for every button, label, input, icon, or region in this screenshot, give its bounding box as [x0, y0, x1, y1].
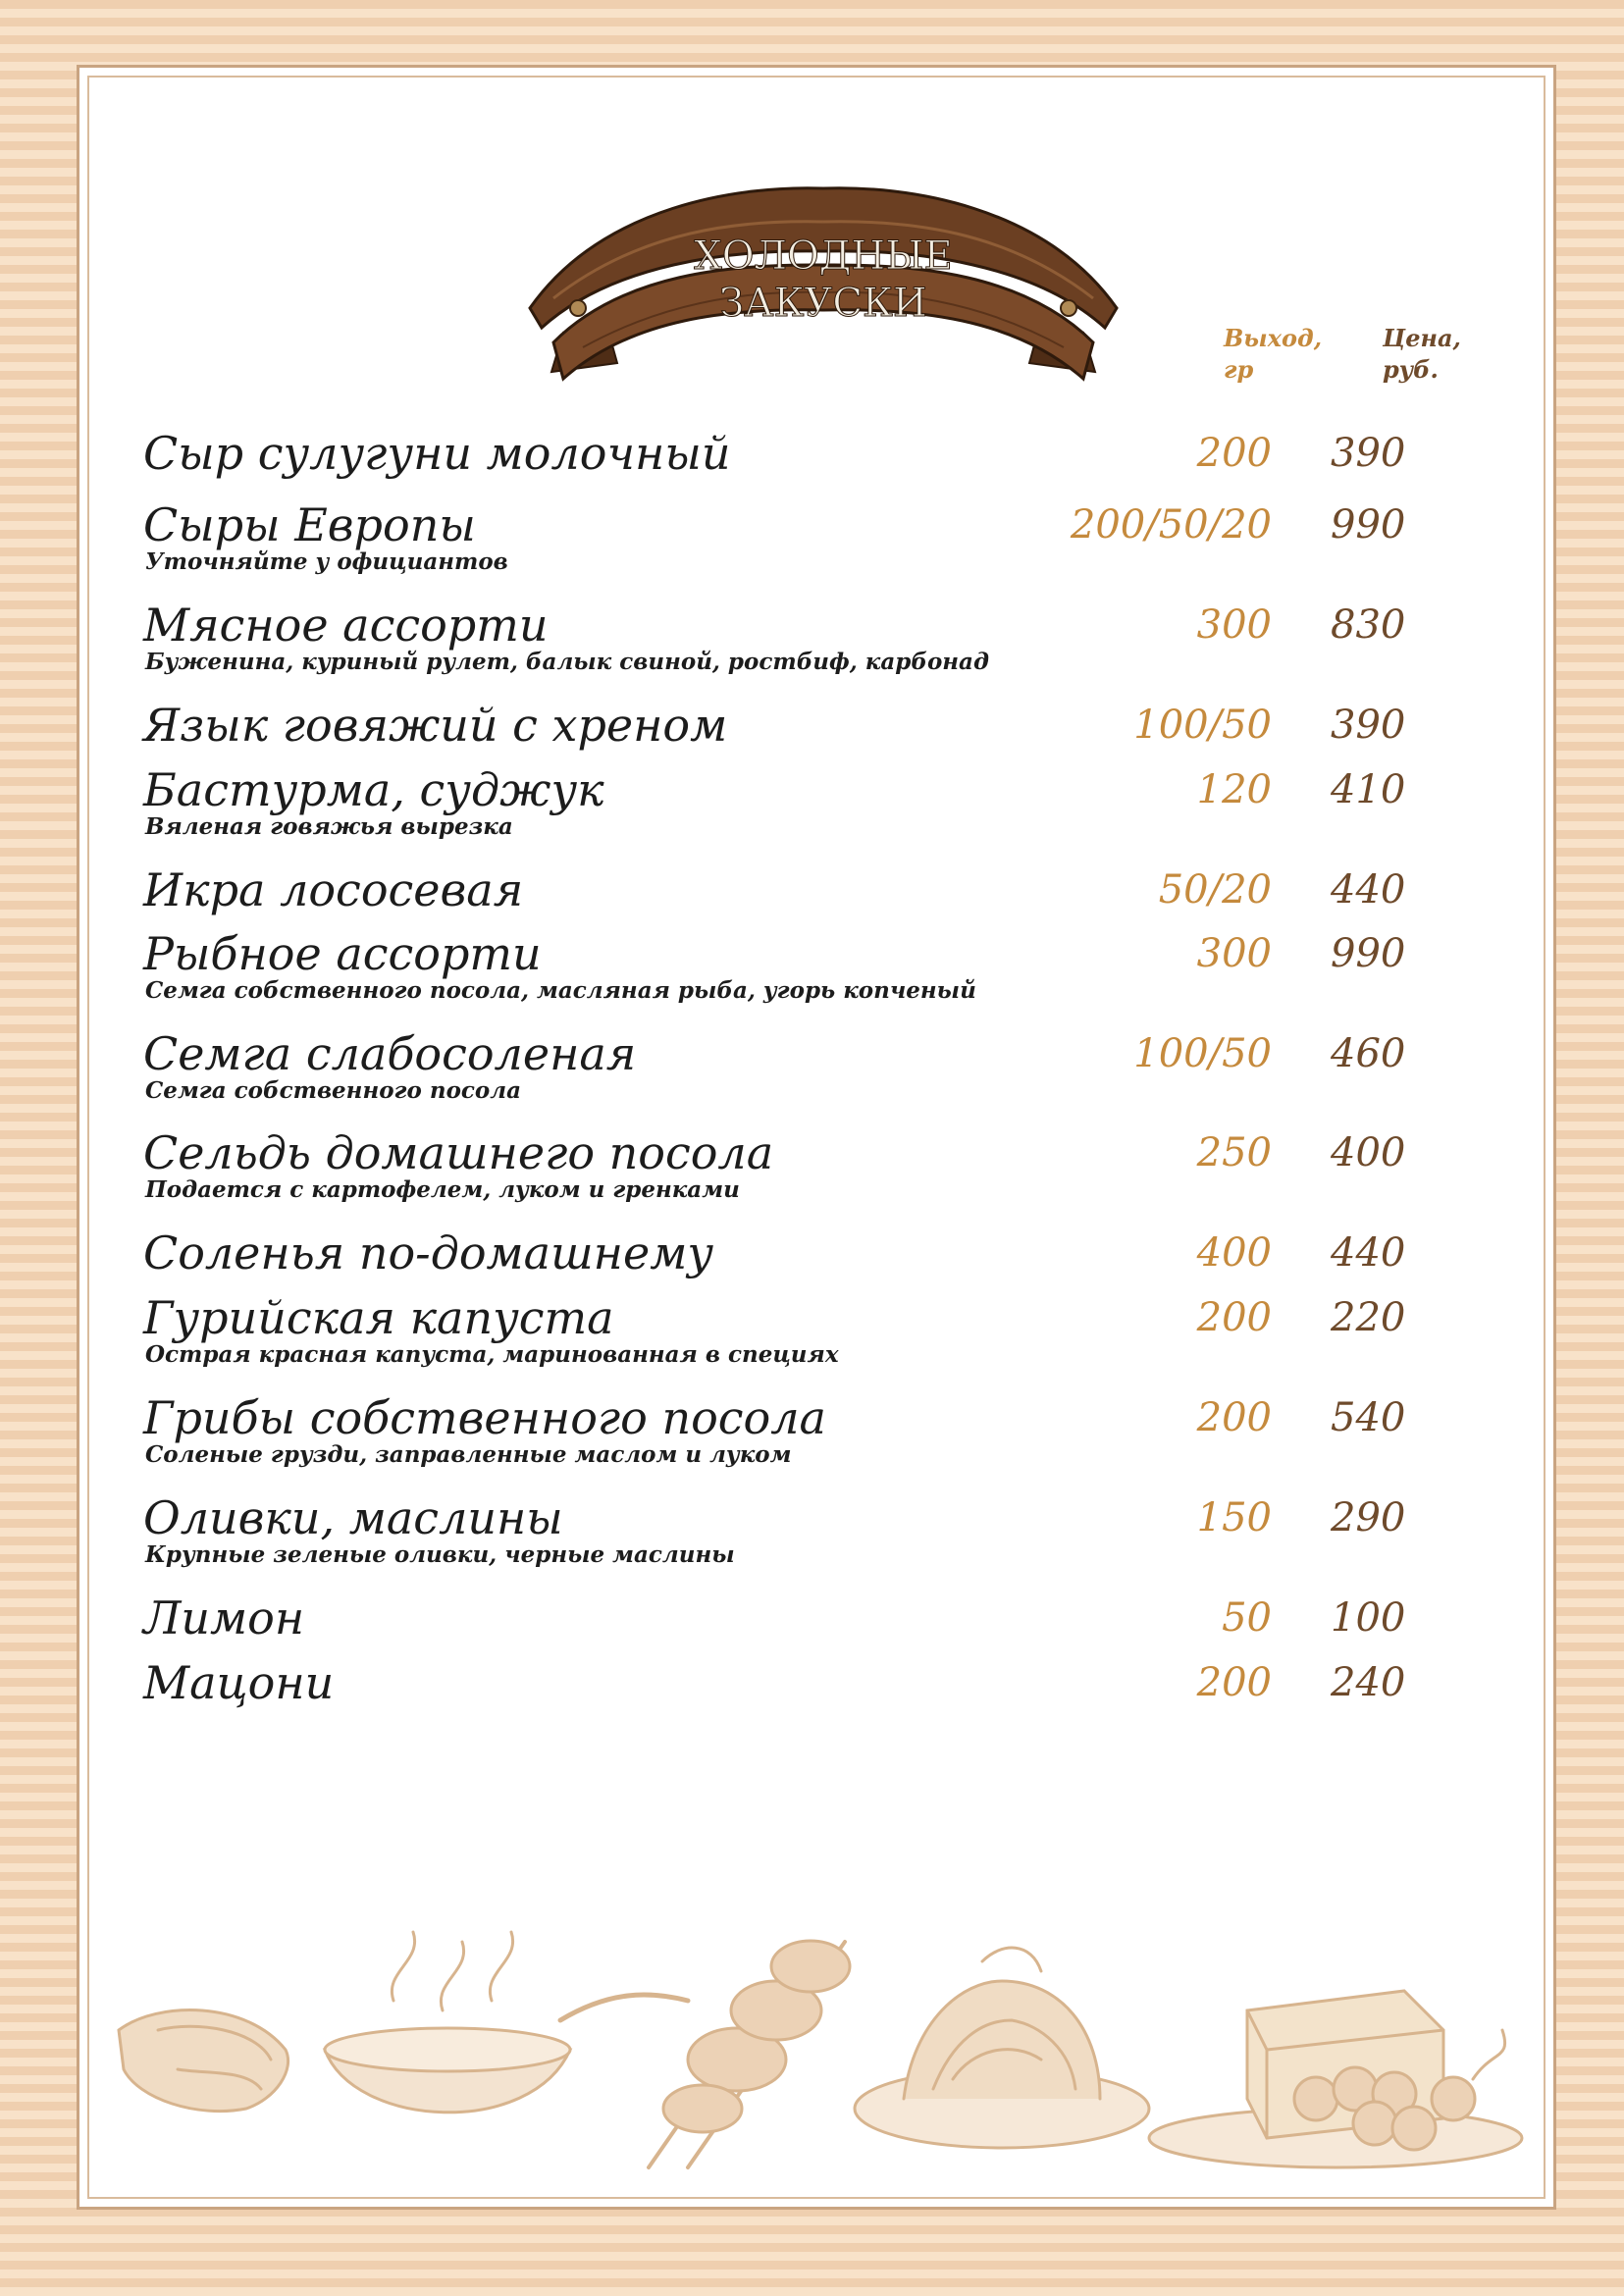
- item-description: Соленые грузди, заправленные маслом и луком: [145, 1441, 792, 1468]
- column-header-price: [1383, 323, 1491, 386]
- item-name: Сельдь домашнего посола: [143, 1126, 774, 1179]
- item-weight: 200: [1196, 1295, 1272, 1340]
- item-weight: 200: [1196, 1660, 1272, 1705]
- item-price: 460: [1331, 1031, 1406, 1076]
- item-price: 440: [1331, 1230, 1406, 1276]
- item-name: Оливки, маслины: [143, 1491, 563, 1544]
- item-price: 220: [1331, 1295, 1406, 1340]
- column-header-weight: [1224, 323, 1341, 386]
- item-price: 540: [1331, 1395, 1406, 1440]
- item-price: 990: [1331, 931, 1406, 976]
- item-weight: 50: [1222, 1595, 1272, 1641]
- item-name: Икра лососевая: [143, 863, 524, 916]
- sign-title-line2: ЗАКУСКИ: [719, 281, 927, 326]
- item-price: 400: [1331, 1130, 1406, 1175]
- food-sketch-illustration: [99, 1903, 1534, 2197]
- item-weight: 400: [1196, 1230, 1272, 1276]
- item-name: Гурийская капуста: [143, 1291, 614, 1344]
- item-price: 100: [1331, 1595, 1406, 1641]
- item-name: Язык говяжий с хреном: [143, 699, 728, 752]
- item-description: Уточняйте у официантов: [145, 548, 508, 575]
- sign-title-line1: ХОЛОДНЫЕ: [694, 234, 953, 279]
- item-weight: 100/50: [1133, 703, 1272, 748]
- item-price: 390: [1331, 703, 1406, 748]
- item-description: Крупные зеленые оливки, черные маслины: [145, 1541, 735, 1568]
- item-name: Соленья по-домашнему: [143, 1226, 714, 1279]
- item-description: Буженина, куриный рулет, балык свиной, ростбиф, карбонад: [145, 649, 989, 675]
- item-description: Вяленая говяжья вырезка: [145, 813, 513, 840]
- column-header-weight-line1: Выход,: [1224, 324, 1323, 352]
- item-price: 410: [1331, 767, 1406, 812]
- column-header-price-line2: руб.: [1383, 355, 1439, 384]
- item-description: Острая красная капуста, маринованная в специях: [145, 1341, 839, 1368]
- item-name: Мясное ассорти: [143, 599, 549, 652]
- item-weight: 100/50: [1133, 1031, 1272, 1076]
- item-weight: 250: [1196, 1130, 1272, 1175]
- item-price: 290: [1331, 1495, 1406, 1540]
- item-weight: 120: [1196, 767, 1272, 812]
- item-name: Мацони: [143, 1656, 335, 1709]
- item-weight: 200/50/20: [1070, 502, 1272, 548]
- menu-page: [77, 65, 1556, 2210]
- section-title-sign: [524, 171, 1123, 396]
- item-weight: 50/20: [1158, 867, 1272, 913]
- item-price: 390: [1331, 431, 1406, 476]
- item-price: 990: [1331, 502, 1406, 548]
- item-weight: 200: [1196, 1395, 1272, 1440]
- item-price: 830: [1331, 602, 1406, 648]
- column-header-price-line1: Цена,: [1383, 324, 1461, 352]
- item-name: Сыр сулугуни молочный: [143, 427, 731, 480]
- item-name: Рыбное ассорти: [143, 927, 542, 980]
- item-name: Лимон: [143, 1592, 305, 1644]
- item-weight: 300: [1196, 602, 1272, 648]
- item-name: Грибы собственного посола: [143, 1391, 826, 1444]
- item-name: Семга слабосоленая: [143, 1027, 637, 1080]
- item-weight: 200: [1196, 431, 1272, 476]
- item-description: Семга собственного посола: [145, 1077, 521, 1104]
- item-weight: 300: [1196, 931, 1272, 976]
- item-price: 240: [1331, 1660, 1406, 1705]
- item-price: 440: [1331, 867, 1406, 913]
- column-header-weight-line2: гр: [1224, 355, 1254, 384]
- item-description: Подается с картофелем, луком и гренками: [145, 1176, 740, 1203]
- item-name: Сыры Европы: [143, 498, 476, 551]
- item-name: Бастурма, суджук: [143, 763, 604, 816]
- item-weight: 150: [1196, 1495, 1272, 1540]
- item-description: Семга собственного посола, масляная рыба, угорь копченый: [145, 977, 976, 1004]
